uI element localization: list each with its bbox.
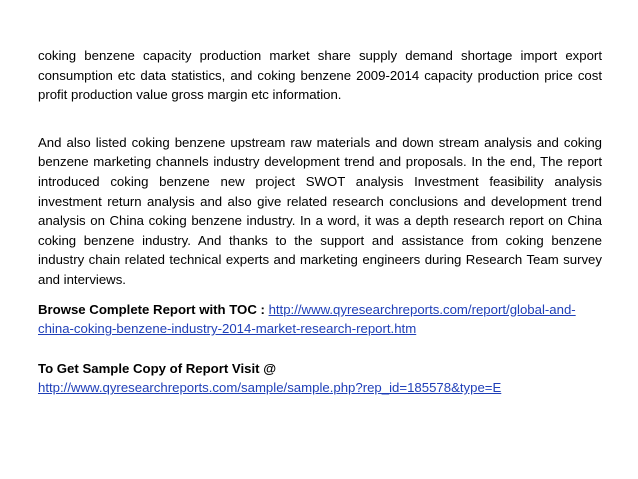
paragraph-report-summary: And also listed coking benzene upstream raw materials and down stream analysis and coking benzene marketing channels industry development trend and proposals. In the end, The report introduced coking benzene new project SWOT analysis Investment feasibility analysis investment return analysis and also give related research conclusions and development trend analysis on China coking benzene industry. In a word, it was a depth research report on China coking benzene industry. And thanks to the support and assistance from coking benzene industry chain related technical experts and marketing engineers during Research Team survey and interviews. [38, 134, 602, 287]
sample-copy-label: To Get Sample Copy of Report Visit @ [38, 360, 277, 376]
browse-report-link[interactable]: http://www.qyresearchreports.com/report/global-and-china-coking-benzene-industry-2014-market-research-report.htm [38, 301, 576, 337]
sample-copy-block [38, 359, 602, 398]
browse-report-label: Browse Complete Report with TOC : [38, 301, 269, 317]
paragraph-report-scope: coking benzene capacity production market share supply demand shortage import export consumption etc data statistics, and coking benzene 2009-2014 capacity production price cost profit production value gross margin etc information. [38, 48, 602, 103]
sample-copy-link[interactable]: http://www.qyresearchreports.com/sample/sample.php?rep_id=185578&type=E [38, 380, 502, 396]
browse-report-block [38, 300, 602, 339]
